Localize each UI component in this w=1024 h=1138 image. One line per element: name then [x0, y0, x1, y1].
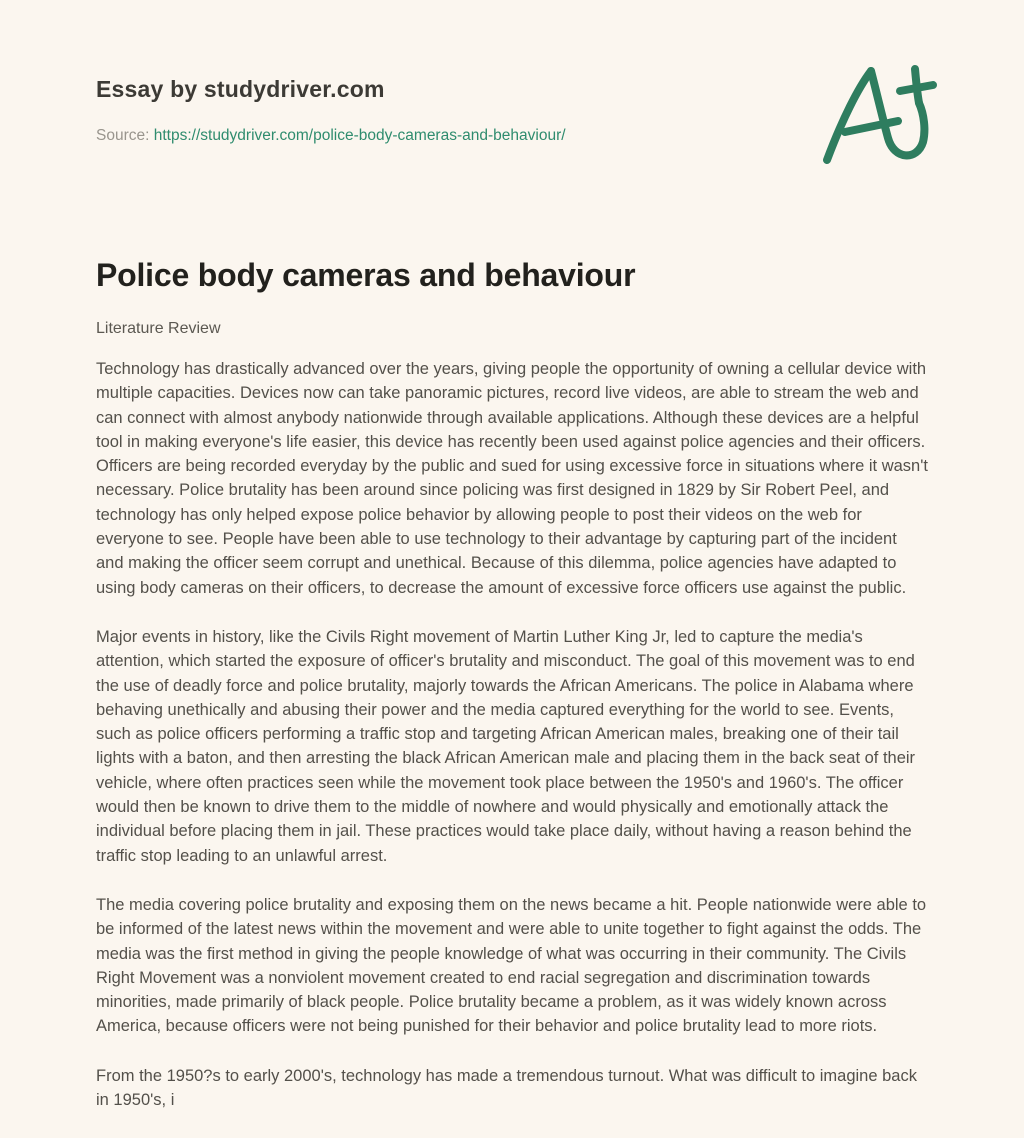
- source-line: [96, 127, 928, 145]
- source-label: Source:: [96, 127, 150, 144]
- essay-header-title: Essay by studydriver.com: [96, 76, 385, 102]
- a-plus-logo-icon: [818, 62, 938, 168]
- article-paragraph-1: Technology has drastically advanced over the years, giving people the opportunity of owning a cellular device with multiple capacities. Devices now can take panoramic pictures, record live videos, are able to stream the web and can connect with almost anybody nationwide through available applications. Although these devices are a helpful tool in making everyone's life easier, this device has recently been used against police agencies and their officers. Officers are being recorded everyday by the public and sued for using excessive force in situations where it wasn't necessary. Police brutality has been around since policing was first designed in 1829 by Sir Robert Peel, and technology has only helped expose police behavior by allowing people to post their videos on the web for everyone to see. People have been able to use technology to their advantage by capturing part of the incident and making the officer seem corrupt and unethical. Because of this dilemma, police agencies have adapted to using body cameras on their officers, to decrease the amount of excessive force officers use against the public.: [96, 360, 928, 597]
- studydriver-logo: [818, 62, 938, 168]
- article-body: [96, 357, 928, 1112]
- source-url-link[interactable]: https://studydriver.com/police-body-cameras-and-behaviour/: [153, 127, 566, 144]
- article-paragraph-2: Major events in history, like the Civils Right movement of Martin Luther King Jr, led to capture the media's attention, which started the exposure of officer's brutality and misconduct. The goal of this movement was to end the use of deadly force and police brutality, majorly towards the African Americans. The police in Alabama where behaving unethically and abusing their power and the media captured everything for the world to see. Events, such as police officers performing a traffic stop and targeting African American males, breaking one of their tail lights with a baton, and then arresting the black African American male and placing them in the back seat of their vehicle, where often practices seen while the movement took place between the 1950's and 1960's. The officer would then be known to drive them to the middle of nowhere and would physically and emotionally attack the individual before placing them in jail. These practices would take place daily, without having a reason behind the traffic stop leading to an unlawful arrest.: [96, 627, 916, 865]
- article-title: Police body cameras and behaviour: [96, 257, 636, 293]
- article-paragraph-3: The media covering police brutality and exposing them on the news became a hit. People nationwide were able to be informed of the latest news within the movement and were able to unite together to fight against the odds. The media was the first method in giving the people knowledge of what was occurring in their community. The Civils Right Movement was a nonviolent movement created to end racial segregation and discrimination towards minorities, made primarily of black people. Police brutality became a problem, as it was widely known across America, because officers were not being punished for their behavior and police brutality lead to more riots.: [96, 895, 927, 1036]
- article-paragraph-4: From the 1950?s to early 2000's, technology has made a tremendous turnout. What was difficult to imagine back in 1950's, i: [96, 1066, 917, 1110]
- article-subtitle: Literature Review: [96, 320, 221, 337]
- essay-header: [96, 76, 928, 145]
